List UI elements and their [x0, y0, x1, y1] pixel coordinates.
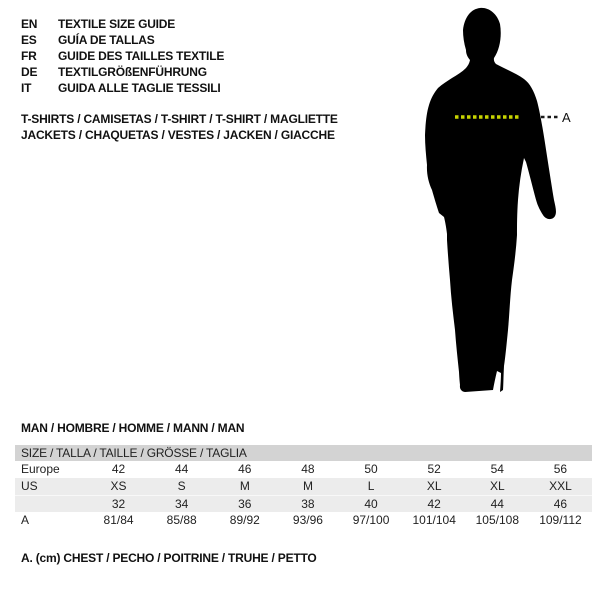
measure-a-label: A	[562, 110, 571, 125]
table-cell: 32	[111, 497, 126, 511]
table-cell: XS	[110, 479, 127, 493]
table-cell: L	[367, 479, 375, 493]
language-label: TEXTILGRÖßENFÜHRUNG	[58, 65, 207, 79]
table-cell: 46	[238, 462, 252, 476]
language-row	[21, 64, 224, 80]
table-cell: XXL	[549, 479, 572, 493]
table-cell: 81/84	[103, 513, 134, 527]
table-cell: 34	[175, 497, 189, 511]
language-code: ES	[21, 33, 37, 47]
language-code: FR	[21, 49, 37, 63]
row-label	[15, 496, 87, 512]
language-code: EN	[21, 17, 38, 31]
table-cell: M	[239, 479, 250, 493]
man-silhouette-figure	[400, 4, 575, 404]
table-cell: 54	[490, 462, 504, 476]
row-label: Europe	[21, 462, 60, 476]
language-label: GUÍA DE TALLAS	[58, 33, 155, 47]
row-label: US	[21, 479, 38, 493]
language-code: IT	[21, 81, 32, 95]
language-row	[21, 16, 224, 32]
table-cell: 109/112	[539, 513, 582, 527]
row-label: A	[21, 513, 30, 527]
table-cell: XL	[426, 479, 442, 493]
table-row-chest-a	[15, 512, 592, 529]
table-cell: 93/96	[292, 513, 323, 527]
table-cell: 85/88	[166, 513, 197, 527]
table-cell: 52	[427, 462, 441, 476]
category-jackets: JACKETS / CHAQUETAS / VESTES / JACKEN / GIACCHE	[21, 128, 335, 142]
table-cell: 48	[301, 462, 315, 476]
size-table-header: SIZE / TALLA / TAILLE / GRÖSSE / TAGLIA	[15, 445, 592, 461]
table-cell: 44	[175, 462, 189, 476]
table-cell: 46	[553, 497, 568, 511]
table-cell: 105/108	[475, 513, 519, 527]
table-cell: 101/104	[412, 513, 456, 527]
table-cell: 56	[553, 462, 568, 476]
table-cell: 42	[427, 497, 441, 511]
table-cell: M	[302, 479, 313, 493]
measurement-footnote: A. (cm) CHEST / PECHO / POITRINE / TRUHE / PETTO	[21, 551, 317, 565]
man-silhouette	[425, 8, 556, 392]
table-cell: 38	[301, 497, 315, 511]
language-code: DE	[21, 65, 38, 79]
language-legend	[21, 16, 224, 96]
table-cell: 40	[364, 497, 378, 511]
language-label: GUIDE DES TAILLES TEXTILE	[58, 49, 225, 63]
language-label: TEXTILE SIZE GUIDE	[58, 17, 176, 31]
table-cell: XL	[489, 479, 505, 493]
size-table	[15, 445, 592, 529]
table-cell: S	[177, 479, 186, 493]
table-row-europe	[15, 461, 592, 478]
man-silhouette-svg	[400, 4, 575, 404]
category-tshirts: T-SHIRTS / CAMISETAS / T-SHIRT / T-SHIRT / MAGLIETTE	[21, 112, 338, 126]
language-row	[21, 32, 224, 48]
table-cell: 50	[364, 462, 378, 476]
table-cell: 97/100	[352, 513, 390, 527]
language-row	[21, 80, 224, 96]
language-label: GUIDA ALLE TAGLIE TESSILI	[58, 81, 221, 95]
table-cell: 36	[238, 497, 252, 511]
language-row	[21, 48, 224, 64]
table-cell: 89/92	[229, 513, 260, 527]
section-title-man: MAN / HOMBRE / HOMME / MANN / MAN	[21, 421, 245, 435]
table-cell: 44	[490, 497, 504, 511]
garment-categories	[21, 111, 338, 143]
table-row-us	[15, 478, 592, 495]
table-cell: 42	[111, 462, 126, 476]
table-row-us-numeric	[15, 495, 592, 512]
